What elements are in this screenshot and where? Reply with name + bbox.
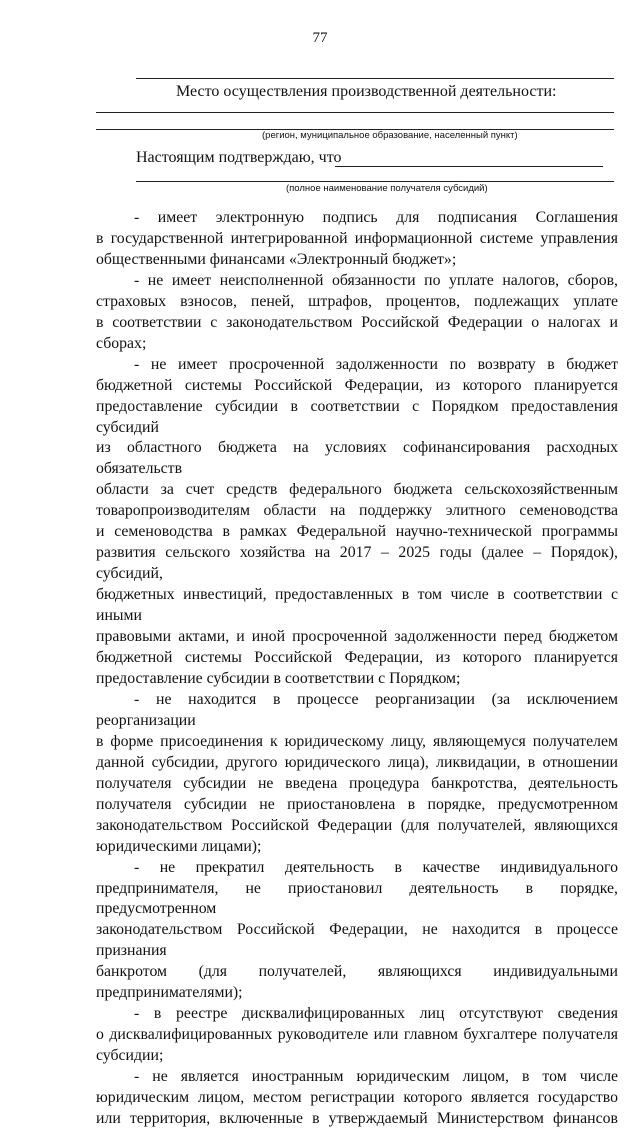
rule-recipient-1 — [335, 166, 603, 167]
body-line: предпринимателями); — [96, 984, 243, 1002]
body-line: юридическим лицом, местом регистрации которого является государство — [96, 1089, 618, 1107]
rule-top — [136, 78, 614, 79]
body-line: области за счет средств федерального бюджета сельскохозяйственным — [96, 481, 618, 499]
body-line: о дисквалифицированных руководителе или главном бухгалтере получателя — [96, 1026, 618, 1044]
page-number: 77 — [312, 30, 328, 46]
body-line: законодательством Российской Федерации, не находится в процессе признания — [96, 921, 618, 960]
confirm-label: Настоящим подтверждаю, что — [136, 149, 342, 166]
rule-recipient-2 — [136, 181, 614, 182]
body-line: правовыми актами, и иной просроченной задолженности перед бюджетом — [96, 628, 618, 646]
body-line: в соответствии с законодательством Российской Федерации о налогах и сборах; — [96, 313, 618, 352]
body-line: - не находится в процессе реорганизации (за исключением реорганизации — [96, 690, 618, 729]
body-line: бюджетной системы Российской Федерации, из которого планируется — [96, 649, 618, 667]
body-line: - в реестре дисквалифицированных лиц отсутствуют сведения — [134, 1005, 618, 1023]
body-line: страховых взносов, пеней, штрафов, процентов, подлежащих уплате — [96, 292, 618, 310]
body-line: юридическими лицами); — [96, 837, 262, 855]
body-line: предпринимателя, не приостановил деятельность в порядке, предусмотренном — [96, 879, 618, 918]
body-line: общественными финансами «Электронный бюджет»; — [96, 250, 457, 268]
body-line: бюджетных инвестиций, предоставленных в том числе в соответствии с иными — [96, 586, 618, 625]
body-line: в форме присоединения к юридическому лицу, являющемуся получателем — [96, 732, 618, 750]
body-text — [96, 208, 618, 1130]
body-line: субсидии; — [96, 1047, 164, 1065]
body-line: бюджетной системы Российской Федерации, из которого планируется — [96, 376, 618, 394]
body-line: или территория, включенные в утверждаемый Министерством финансов — [96, 1109, 618, 1127]
body-line: - не прекратил деятельность в качестве индивидуального — [134, 858, 618, 876]
body-line: предоставление субсидии в соответствии с Порядком; — [96, 669, 461, 687]
recipient-caption: (полное наименование получателя субсидий) — [286, 183, 488, 194]
body-line: получателя субсидии не приостановлена в порядке, предусмотренном — [96, 795, 618, 813]
body-line: предоставление субсидии в соответствии с Порядком предоставления субсидий — [96, 397, 618, 436]
body-line: законодательством Российской Федерации (для получателей, являющихся — [96, 816, 618, 834]
body-line: - не имеет неисполненной обязанности по уплате налогов, сборов, — [134, 271, 618, 289]
place-label: Место осуществления производственной деятельности: — [176, 83, 557, 100]
body-line: банкротом (для получателей, являющихся индивидуальными — [96, 963, 618, 981]
body-line: развития сельского хозяйства на 2017 – 2025 годы (далее – Порядок), субсидий, — [96, 544, 618, 583]
body-line: данной субсидии, другого юридического лица), ликвидации, в отношении — [96, 753, 618, 771]
body-line: товаропроизводителям области на поддержку элитного семеноводства — [96, 502, 618, 520]
body-line: получателя субсидии не введена процедура банкротства, деятельность — [96, 774, 618, 792]
body-line: - имеет электронную подпись для подписания Соглашения — [134, 209, 618, 226]
body-line: - не имеет просроченной задолженности по возврату в бюджет — [134, 355, 618, 373]
place-caption: (регион, муниципальное образование, населенный пункт) — [262, 130, 518, 141]
rule-place-1 — [96, 112, 614, 113]
body-line: из областного бюджета на условиях софинансирования расходных обязательств — [96, 439, 618, 478]
body-line: - не является иностранным юридическим лицом, в том числе — [134, 1068, 618, 1086]
body-line: в государственной интегрированной информационной системе управления — [96, 229, 618, 247]
body-line: и семеноводства в рамках Федеральной научно-технической программы — [96, 523, 618, 541]
